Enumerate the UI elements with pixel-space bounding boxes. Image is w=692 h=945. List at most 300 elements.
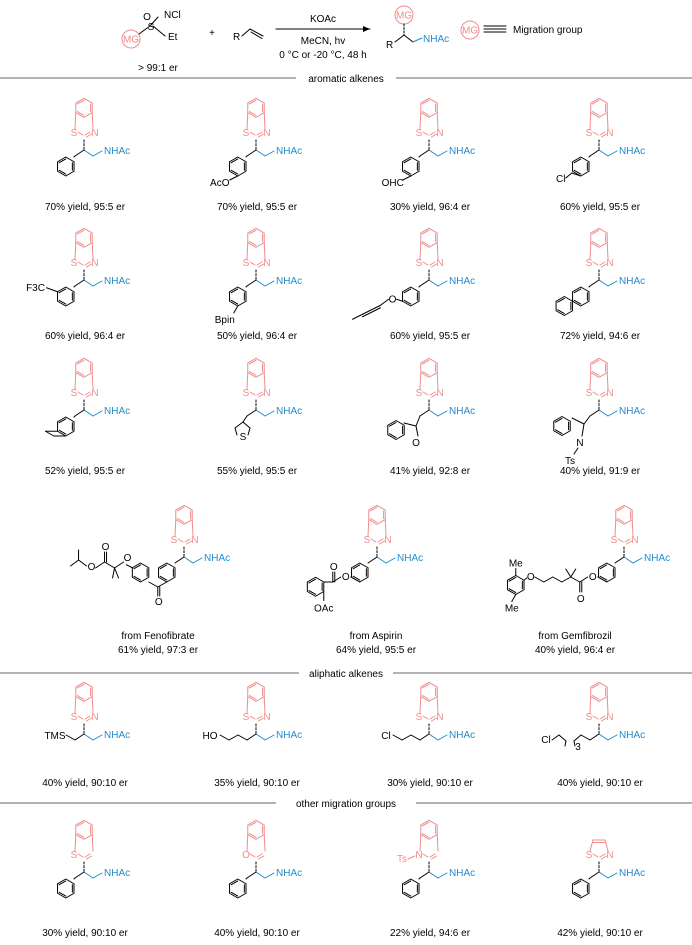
product-acetoxyphenyl: [210, 98, 302, 189]
reagent-et-label: Et: [168, 32, 178, 43]
bond: [584, 416, 590, 424]
nhac-label: NHAc: [619, 406, 646, 417]
reagent-bond: [153, 26, 165, 36]
bond: [250, 132, 255, 135]
bond: [423, 716, 428, 719]
product-caption: 52% yield, 95:5 er: [44, 466, 126, 477]
bond: [264, 373, 265, 389]
heteroatom-label: N: [606, 712, 614, 723]
heteroatom-label: O: [329, 562, 338, 573]
heteroatom-label: N: [606, 850, 614, 861]
bond: [593, 854, 598, 857]
bond: [92, 697, 93, 713]
benzene-ring: [76, 228, 92, 247]
substituent-label: Bpin: [214, 315, 235, 326]
benzene-ring: [369, 505, 385, 524]
bond: [589, 286, 590, 287]
product-nhac-label: NHAc: [423, 34, 450, 45]
bond: [600, 854, 605, 857]
benzene-ring: [403, 287, 419, 306]
bond: [615, 520, 616, 536]
bond: [333, 577, 341, 582]
drug-source: from Fenofibrate: [121, 631, 195, 642]
product-caption: 50% yield, 96:4 er: [216, 331, 298, 342]
bond: [625, 539, 630, 542]
bond: [438, 411, 447, 416]
heteroatom-label: N: [191, 535, 199, 546]
bond: [256, 280, 265, 286]
bond: [429, 734, 438, 740]
bond: [184, 557, 193, 563]
bond: [429, 410, 438, 416]
bond: [74, 286, 75, 287]
bond: [75, 113, 76, 129]
heteroatom-label: O: [123, 553, 132, 564]
heteroatom-label: N: [91, 712, 99, 723]
bond: [408, 856, 415, 859]
bond: [386, 558, 395, 563]
bond: [420, 734, 429, 740]
heteroatom-label: S: [242, 388, 250, 399]
benzene-ring: [159, 563, 175, 582]
bond: [92, 113, 93, 129]
heteroatom-label: S: [415, 712, 423, 723]
heteroatom-label: S: [585, 388, 593, 399]
bond: [438, 281, 447, 286]
bond: [257, 262, 262, 265]
nhac-label: NHAc: [619, 146, 646, 157]
heteroatom-label: N: [606, 128, 614, 139]
heteroatom-label: S: [70, 388, 78, 399]
bond: [93, 735, 102, 740]
bond: [247, 280, 256, 286]
benzene-ring: [573, 287, 589, 306]
bond: [593, 132, 598, 135]
bond: [85, 854, 90, 857]
product-formylphenyl: [382, 98, 475, 189]
bond: [257, 854, 262, 857]
benzene-ring: [573, 879, 589, 898]
bond: [85, 392, 90, 395]
bond: [608, 873, 617, 878]
bond: [438, 873, 447, 878]
alkene-r-label: R: [233, 32, 241, 43]
bond: [423, 392, 428, 395]
heteroatom-label: S: [242, 128, 250, 139]
bond: [247, 734, 256, 740]
bond: [75, 734, 84, 740]
benzene-ring: [591, 682, 607, 701]
benzene-ring: [403, 157, 419, 176]
heteroatom-label: S: [170, 535, 178, 546]
bond: [250, 262, 255, 265]
bond: [74, 878, 75, 879]
bond: [235, 422, 243, 428]
bond: [571, 569, 576, 577]
bond: [618, 539, 623, 542]
reaction-arrowhead-icon: [363, 26, 370, 32]
benzene-ring: [307, 577, 323, 596]
reagent-er-label: > 99:1 er: [138, 63, 178, 74]
bond: [84, 410, 93, 416]
bond: [92, 243, 93, 259]
heteroatom-label: S: [415, 128, 423, 139]
bond: [403, 176, 411, 180]
benzene-ring: [591, 228, 607, 247]
bond: [259, 856, 264, 859]
benzene-ring: [58, 287, 74, 306]
benzene-ring: [58, 417, 74, 436]
nhac-label: NHAc: [449, 276, 476, 287]
benzene-ring: [421, 228, 437, 247]
bond: [353, 314, 363, 319]
bond: [105, 562, 115, 568]
section-other-groups: [0, 796, 692, 810]
product-mg-label: MG: [395, 10, 413, 22]
bond: [246, 878, 247, 879]
bond: [572, 418, 584, 424]
bond: [599, 410, 608, 416]
product-chloromethylphenyl: [556, 98, 645, 185]
conditions-base: KOAc: [309, 14, 337, 25]
nhac-label: NHAc: [204, 553, 231, 564]
bond: [429, 872, 438, 878]
bond: [437, 243, 438, 259]
bond: [247, 410, 256, 416]
bond: [85, 716, 90, 719]
heteroatom-label: N: [415, 850, 423, 861]
heteroatom-label: S: [415, 258, 423, 269]
bond: [247, 373, 248, 389]
legend-mg-label: MG: [461, 25, 479, 37]
bond: [149, 582, 158, 587]
bond: [593, 392, 598, 395]
bond: [593, 262, 598, 265]
benzene-ring: [403, 879, 419, 898]
bond: [85, 132, 90, 135]
reagent-ncl-label: NCl: [164, 10, 181, 21]
bond: [590, 734, 599, 740]
bond: [75, 373, 76, 389]
benzene-ring: [176, 505, 192, 524]
bond: [419, 878, 420, 879]
bond: [115, 562, 124, 568]
bond: [126, 565, 132, 568]
bond: [608, 411, 617, 416]
bond: [246, 156, 247, 157]
bond: [580, 577, 588, 582]
section-title: aromatic alkenes: [308, 74, 384, 85]
bond: [615, 557, 624, 563]
bond: [593, 716, 598, 719]
bond: [599, 734, 608, 740]
bond: [608, 151, 617, 156]
drug-source: from Gemfibrozil: [538, 631, 612, 642]
benzene-ring: [76, 98, 92, 117]
drug-source: from Aspirin: [349, 631, 403, 642]
bond: [607, 113, 608, 129]
heteroatom-label: N: [606, 388, 614, 399]
bond: [600, 132, 605, 135]
bond: [175, 557, 184, 563]
bond: [420, 697, 421, 713]
bond: [75, 410, 84, 416]
nhac-label: NHAc: [449, 146, 476, 157]
product-phenyl: [58, 98, 131, 176]
bond: [257, 132, 262, 135]
product-caption: 60% yield, 95:5 er: [559, 202, 641, 213]
bond: [378, 539, 383, 542]
bond: [590, 113, 591, 129]
bond: [590, 280, 599, 286]
benzene-ring: [573, 157, 589, 176]
bond: [437, 373, 438, 389]
bond: [438, 151, 447, 156]
product-chloropropyl: [381, 682, 475, 742]
benzene-ring: [508, 576, 524, 595]
bond: [590, 872, 599, 878]
product-benzofuranyl: [388, 358, 475, 449]
heteroatom-label: S: [363, 535, 371, 546]
heteroatom-label: N: [384, 535, 392, 546]
benzene-ring: [58, 879, 74, 898]
product-benzothiophene-mg: [58, 820, 131, 898]
protecting-group-label: Ts: [397, 854, 407, 865]
product-tms: [44, 682, 130, 742]
heteroatom-label: O: [341, 572, 350, 583]
nhac-label: NHAc: [104, 406, 131, 417]
protecting-group-label: Ts: [565, 456, 575, 467]
bond: [590, 410, 599, 416]
bond: [565, 741, 566, 746]
bond: [247, 697, 248, 713]
bond: [93, 151, 102, 156]
bond: [430, 132, 435, 135]
benzene-ring: [591, 98, 607, 117]
bond: [230, 176, 238, 180]
bond: [393, 735, 402, 740]
nhac-label: NHAc: [619, 730, 646, 741]
bond: [78, 262, 83, 265]
substituent-label: Me: [508, 558, 523, 570]
bond: [234, 306, 238, 313]
nhac-label: NHAc: [449, 730, 476, 741]
benzene-ring: [230, 879, 246, 898]
nhac-label: NHAc: [104, 868, 131, 879]
bond: [420, 150, 429, 156]
bond: [93, 281, 102, 286]
section-aromatic: [0, 71, 692, 85]
bond: [600, 716, 605, 719]
bond: [430, 392, 435, 395]
nhac-label: NHAc: [449, 868, 476, 879]
bond: [256, 872, 265, 878]
bond: [185, 539, 190, 542]
bond: [264, 835, 265, 851]
heteroatom-label: N: [436, 712, 444, 723]
heteroatom-label: S: [585, 712, 593, 723]
bond: [85, 262, 90, 265]
reagent-sulfur-label: S: [147, 22, 155, 33]
heteroatom-label: O: [388, 294, 397, 306]
bond: [377, 557, 386, 563]
product-caption: 70% yield, 95:5 er: [44, 202, 126, 213]
heteroatom-label: S: [585, 258, 593, 269]
bond: [220, 735, 229, 740]
bond: [385, 520, 386, 536]
bond: [512, 595, 516, 602]
bond: [581, 735, 590, 740]
bond: [423, 854, 428, 857]
substituent-label: Cl: [381, 731, 391, 742]
bond: [562, 577, 571, 582]
bond: [608, 735, 617, 740]
bond: [265, 873, 274, 878]
bond: [66, 735, 75, 740]
product-indole-mg: [397, 820, 475, 898]
bond: [402, 735, 411, 740]
heteroatom-label: S: [70, 128, 78, 139]
benzene-ring: [76, 820, 92, 839]
bond: [411, 735, 420, 740]
benzene-ring: [132, 563, 148, 582]
bond: [632, 520, 633, 536]
nhac-label: NHAc: [619, 868, 646, 879]
product-caption: 41% yield, 92:8 er: [389, 466, 471, 477]
bond: [264, 243, 265, 259]
bond: [74, 416, 75, 417]
product-bond: [404, 35, 413, 42]
bond: [46, 431, 54, 436]
bond: [566, 569, 571, 577]
bond: [74, 156, 75, 157]
product-hydroxy: [203, 682, 303, 742]
heteroatom-label: N: [631, 535, 639, 546]
product-caption: 60% yield, 96:4 er: [44, 331, 126, 342]
benzene-ring: [248, 98, 264, 117]
heteroatom-label: S: [70, 850, 78, 861]
section-title: other migration groups: [295, 799, 397, 810]
bond: [265, 281, 274, 286]
heteroatom-label: N: [91, 258, 99, 269]
product-caption: 30% yield, 90:10 er: [42, 928, 128, 939]
bond: [92, 373, 93, 389]
bond: [574, 735, 581, 741]
nhac-label: NHAc: [276, 406, 303, 417]
heteroatom-label: O: [576, 594, 585, 605]
bond: [257, 392, 262, 395]
bond: [113, 568, 115, 578]
reagent-oxygen-label: O: [143, 12, 151, 23]
product-benzocyclobutenyl: [46, 358, 131, 436]
benzene-ring: [591, 358, 607, 377]
bond: [247, 150, 256, 156]
benzene-ring: [421, 682, 437, 701]
bond: [535, 577, 544, 582]
bond: [192, 520, 193, 536]
bond: [599, 280, 608, 286]
product-tosylindolyl: [554, 358, 645, 467]
bond: [544, 577, 553, 582]
bond: [193, 558, 202, 563]
heteroatom-label: O: [101, 542, 110, 553]
bond: [250, 716, 255, 719]
benzene-ring: [76, 682, 92, 701]
bond: [75, 872, 84, 878]
conditions-temperature: 0 °C or -20 °C, 48 h: [279, 50, 367, 61]
bond: [238, 735, 247, 740]
bond: [75, 835, 76, 851]
substituent-label: OHC: [381, 178, 404, 189]
nhac-label: NHAc: [644, 553, 671, 564]
substituent-label: AcO: [210, 178, 230, 189]
bond: [93, 411, 102, 416]
benzene-ring: [248, 682, 264, 701]
heteroatom-label: S: [242, 258, 250, 269]
bond: [589, 156, 590, 157]
substituent-label: OAc: [314, 603, 334, 615]
bond: [600, 392, 605, 395]
bond: [571, 577, 580, 582]
bond: [419, 286, 420, 287]
benzene-ring: [76, 358, 92, 377]
bond: [84, 872, 93, 878]
substituent-label: HO: [202, 731, 218, 742]
bond: [256, 734, 265, 740]
heteroatom-label: S: [585, 128, 593, 139]
benzene-ring: [58, 157, 74, 176]
bond: [600, 262, 605, 265]
product-butynyloxyphenyl: [353, 228, 476, 319]
bond: [420, 410, 429, 416]
product-bond: [395, 35, 404, 42]
bond: [429, 150, 438, 156]
bond: [264, 697, 265, 713]
bond: [368, 520, 369, 536]
section-title: aliphatic alkenes: [309, 669, 383, 680]
heteroatom-label: N: [263, 128, 271, 139]
benzene-ring: [421, 820, 437, 839]
bond: [256, 150, 265, 156]
reaction-header: [122, 6, 583, 74]
substituent-label: F3C: [26, 282, 45, 294]
bond: [566, 173, 572, 178]
bond: [381, 299, 389, 305]
nhac-label: NHAc: [276, 868, 303, 879]
bond: [437, 697, 438, 713]
product-caption: 70% yield, 95:5 er: [216, 202, 298, 213]
benzene-ring: [248, 820, 264, 839]
product-caption: 40% yield, 91:9 er: [559, 466, 641, 477]
bond: [423, 132, 428, 135]
bond: [243, 422, 250, 428]
product-caption: 55% yield, 95:5 er: [216, 466, 298, 477]
bond: [589, 878, 590, 879]
benzene-ring: [556, 297, 572, 316]
product-caption: 60% yield, 95:5 er: [389, 331, 471, 342]
heteroatom-label: O: [588, 572, 597, 583]
heteroatom-label: N: [606, 258, 614, 269]
bond: [582, 424, 584, 436]
benzene-ring: [248, 358, 264, 377]
bond: [75, 697, 76, 713]
bond: [235, 428, 237, 435]
product-aspirin: [307, 505, 423, 614]
bond: [175, 520, 176, 536]
bond: [420, 835, 421, 851]
bond: [371, 539, 376, 542]
alkene-bond: [242, 29, 250, 36]
